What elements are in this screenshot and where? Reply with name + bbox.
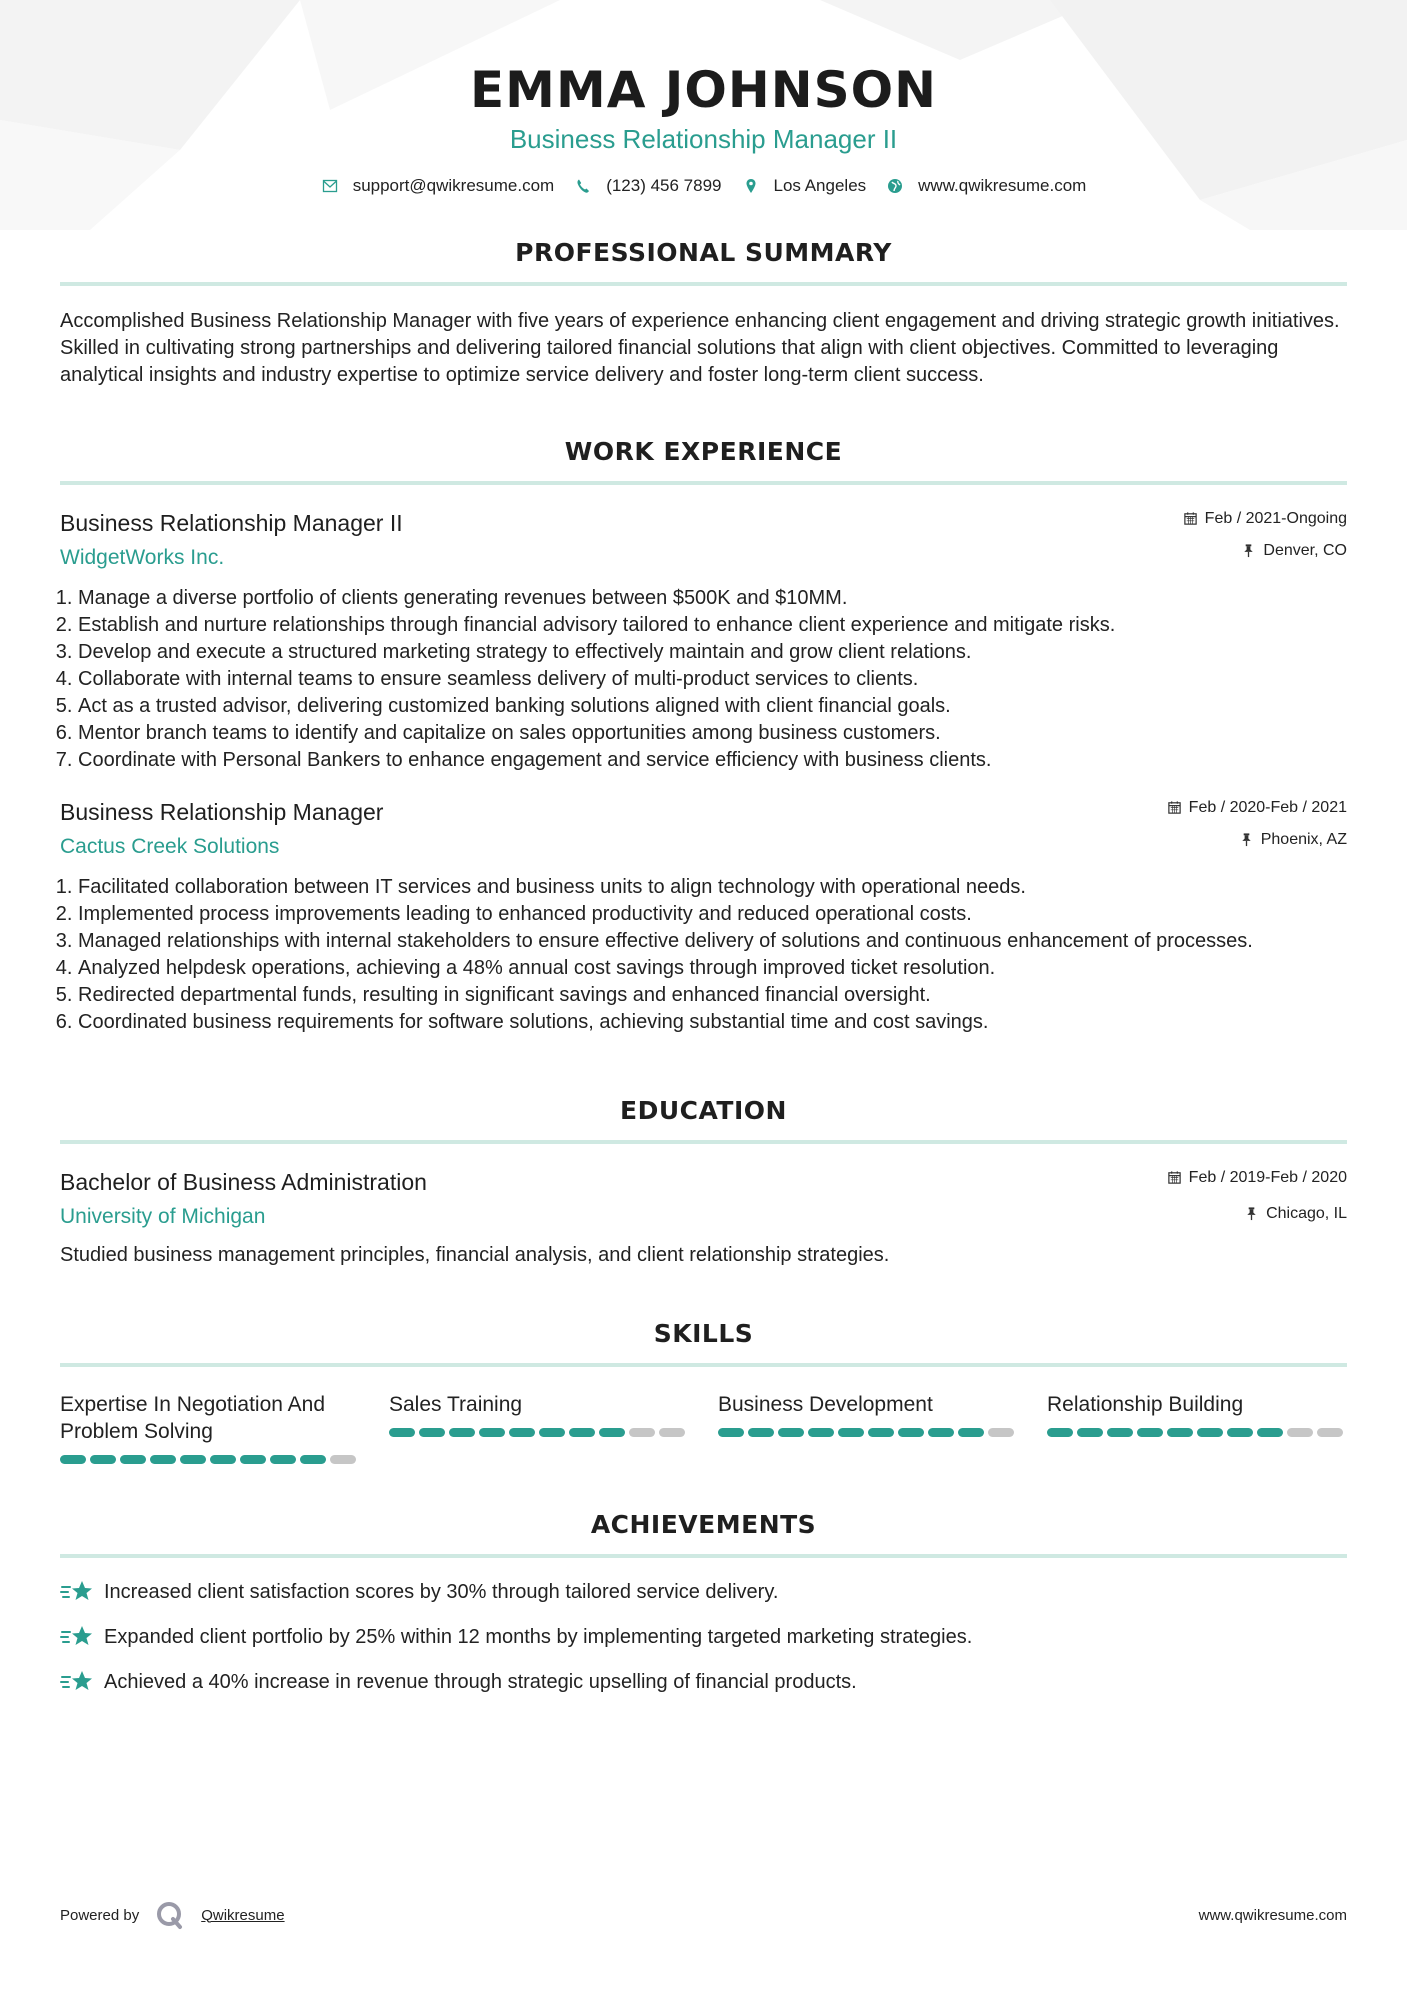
achievement-text: Expanded client portfolio by 25% within 12 months by implementing targeted marketing strategies. [104,1625,973,1648]
pushpin-icon [1244,1206,1260,1222]
skill-level-segment [748,1428,774,1437]
calendar-icon [1183,511,1199,527]
skill-level-segment [718,1428,744,1437]
qwikresume-link[interactable]: Qwikresume [201,1906,285,1924]
contact-website[interactable] [886,176,1086,196]
skill-level-segment [1167,1428,1193,1437]
skill-level-bar [718,1428,1018,1437]
skill-level-segment [330,1455,356,1464]
map-pin-icon [742,177,760,195]
achievements-section [60,1510,1347,1696]
contact-location-text: Los Angeles [773,176,867,195]
skill-level-segment [449,1428,475,1437]
skill-name: Business Development [718,1393,933,1416]
achievement-text: Increased client satisfaction scores by 30% through tailored service delivery. [104,1580,779,1603]
list-item: 1. Facilitated collaboration between IT services and business units to align technology with operational needs. [78,874,1347,901]
list-item: 3. Managed relationships with internal stakeholders to ensure effective delivery of solutions and continuous enhancement of processes. [78,928,1347,955]
education-description: Studied business management principles, financial analysis, and client relationship strategies. [60,1244,890,1266]
contact-phone-text: (123) 456 7899 [606,176,722,195]
contact-phone[interactable] [574,176,721,196]
skill-level-segment [1317,1428,1343,1437]
skill-level-segment [1047,1428,1073,1437]
skill-level-segment [539,1428,565,1437]
skill-level-segment [808,1428,834,1437]
shooting-star-icon [60,1668,94,1696]
skill-level-segment [419,1428,445,1437]
envelope-icon [321,177,339,195]
contact-email[interactable] [321,176,555,196]
skill-level-segment [778,1428,804,1437]
job-dates: Feb / 2020-Feb / 2021 [1167,798,1347,818]
list-item: 5. Redirected departmental funds, resulting in significant savings and enhanced financial oversight. [78,982,1347,1009]
summary-text: Accomplished Business Relationship Manager with five years of experience enhancing client engagement and driving strategic growth initiatives. Skilled in cultivating strong partnerships and delivering tailored financial solutions that align with client objectives. Committed to leveraging analytical insights and industry expertise to optimize service delivery and foster long-term client success. [60,310,1340,386]
contact-bar [60,176,1347,196]
contact-email-text: support@qwikresume.com [352,176,555,195]
list-item: 4. Collaborate with internal teams to ensure seamless delivery of multi-product services to clients. [78,666,1347,693]
skill-level-segment [569,1428,595,1437]
job-entry [60,798,1347,1036]
section-heading: ACHIEVEMENTS [590,1510,817,1539]
section-heading: PROFESSIONAL SUMMARY [515,238,892,267]
list-item: 3. Develop and execute a structured marketing strategy to effectively maintain and grow client relations. [78,639,1347,666]
skill-level-segment [1227,1428,1253,1437]
skill-name: Expertise In Negotiation And Problem Solving [60,1393,326,1443]
job-dates: Feb / 2021-Ongoing [1183,509,1347,529]
list-item: 2. Establish and nurture relationships through financial advisory tailored to enhance client experience and mitigate risks. [78,612,1347,639]
job-company: WidgetWorks Inc. [60,546,225,569]
job-role: Business Relationship Manager [60,799,384,825]
skill-item [1047,1391,1347,1464]
job-responsibilities [60,874,1347,1036]
candidate-title: Business Relationship Manager II [509,124,898,154]
skill-level-segment [1197,1428,1223,1437]
skill-name: Relationship Building [1047,1393,1244,1416]
skill-level-bar [60,1455,360,1464]
education-dates: Feb / 2019-Feb / 2020 [1167,1168,1347,1188]
skill-level-segment [90,1455,116,1464]
globe-icon [886,177,904,195]
school: University of Michigan [60,1205,266,1228]
experience-section [60,437,1347,1036]
skill-level-segment [868,1428,894,1437]
list-item: 6. Coordinated business requirements for software solutions, achieving substantial time and cost savings. [78,1009,1347,1036]
skills-section [60,1319,1347,1464]
skill-level-segment [659,1428,685,1437]
shooting-star-icon [60,1578,94,1606]
skill-level-segment [210,1455,236,1464]
skill-level-segment [898,1428,924,1437]
section-heading: EDUCATION [620,1096,787,1125]
section-heading: SKILLS [653,1319,754,1348]
skill-level-segment [1137,1428,1163,1437]
section-divider [60,1363,1347,1367]
education-section [60,1096,1347,1269]
candidate-name: EMMA JOHNSON [470,61,937,119]
page-footer [60,1900,1347,1930]
skill-level-segment [180,1455,206,1464]
job-responsibilities [60,585,1347,774]
skill-level-segment [120,1455,146,1464]
contact-website-text: www.qwikresume.com [918,176,1087,195]
skill-level-segment [509,1428,535,1437]
pushpin-icon [1241,543,1257,559]
skill-item [718,1391,1018,1464]
skill-level-segment [629,1428,655,1437]
phone-icon [574,177,592,195]
summary-section [60,238,1347,389]
calendar-icon [1167,800,1183,816]
skill-level-segment [1287,1428,1313,1437]
skill-level-segment [1077,1428,1103,1437]
job-role: Business Relationship Manager II [60,510,403,536]
skill-level-segment [1257,1428,1283,1437]
skills-grid [60,1391,1347,1464]
section-heading: WORK EXPERIENCE [564,437,843,466]
list-item: 5. Act as a trusted advisor, delivering customized banking solutions aligned with client financial goals. [78,693,1347,720]
skill-level-segment [150,1455,176,1464]
list-item: 4. Analyzed helpdesk operations, achieving a 48% annual cost savings through improved ticket resolution. [78,955,1347,982]
list-item: 7. Coordinate with Personal Bankers to enhance engagement and service efficiency with business clients. [78,747,1347,774]
calendar-icon [1167,1170,1183,1186]
skill-name: Sales Training [389,1393,523,1416]
section-divider [60,481,1347,485]
skill-level-segment [479,1428,505,1437]
skill-item [389,1391,689,1464]
achievement-item [60,1578,1347,1606]
skill-level-segment [988,1428,1014,1437]
contact-location [742,176,867,196]
skill-level-bar [1047,1428,1347,1437]
skill-level-segment [60,1455,86,1464]
list-item: 2. Implemented process improvements leading to enhanced productivity and reduced operational costs. [78,901,1347,928]
job-location: Phoenix, AZ [1167,830,1347,850]
achievement-item [60,1668,1347,1696]
pushpin-icon [1239,832,1255,848]
shooting-star-icon [60,1623,94,1651]
skill-level-segment [958,1428,984,1437]
section-divider [60,1554,1347,1558]
skill-level-segment [300,1455,326,1464]
education-location: Chicago, IL [1167,1204,1347,1224]
degree: Bachelor of Business Administration [60,1169,427,1195]
list-item: 6. Mentor branch teams to identify and capitalize on sales opportunities among business customers. [78,720,1347,747]
job-location: Denver, CO [1183,541,1347,561]
footer-website[interactable]: www.qwikresume.com [1198,1906,1347,1924]
skill-level-segment [599,1428,625,1437]
skill-level-segment [838,1428,864,1437]
section-divider [60,1140,1347,1144]
skill-level-segment [240,1455,266,1464]
resume-header [60,0,1347,196]
achievement-item [60,1623,1347,1651]
section-divider [60,282,1347,286]
list-item: 1. Manage a diverse portfolio of clients generating revenues between $500K and $10MM. [78,585,1347,612]
job-company: Cactus Creek Solutions [60,835,280,858]
education-entry [60,1168,1347,1269]
achievement-text: Achieved a 40% increase in revenue through strategic upselling of financial products. [104,1670,857,1693]
powered-by-label: Powered by [60,1906,140,1924]
skill-level-segment [270,1455,296,1464]
achievements-list [60,1578,1347,1696]
skill-level-segment [1107,1428,1133,1437]
skill-level-bar [389,1428,689,1437]
skill-item [60,1391,360,1464]
skill-level-segment [928,1428,954,1437]
job-entry [60,509,1347,774]
qwikresume-logo-icon [155,1900,185,1930]
skill-level-segment [389,1428,415,1437]
